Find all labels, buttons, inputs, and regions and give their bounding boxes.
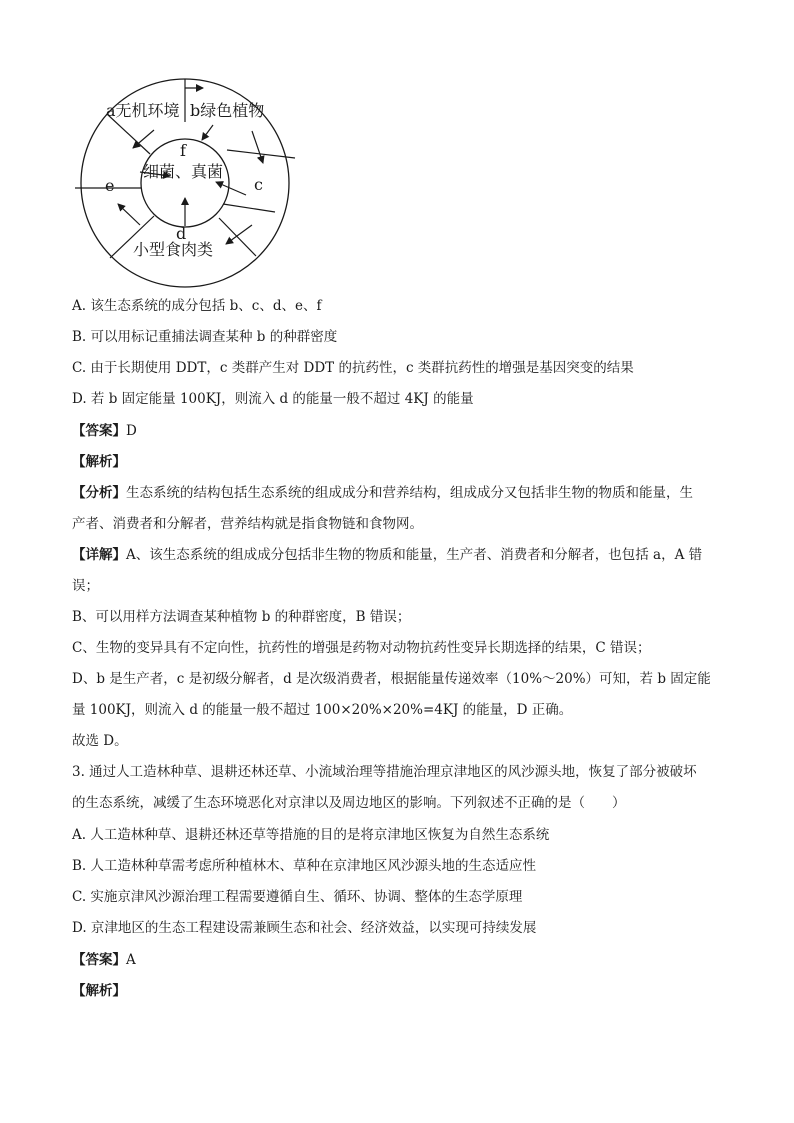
q2-fenxi-line2: 产者、消费者和分解者，营养结构就是指食物链和食物网。 (72, 516, 423, 532)
q3-stem-line1: 3. 通过人工造林种草、退耕还林还草、小流域治理等措施治理京津地区的风沙源头地，恢复了部分被破坏 (72, 764, 697, 780)
q2-xiangjie-c: C、生物的变异具有不定向性，抗药性的增强是药物对动物抗药性变异长期选择的结果，C 错误； (72, 640, 651, 656)
ecosystem-diagram-svg (70, 78, 300, 288)
q2-xiangjie-d-line2: 量 100KJ，则流入 d 的能量一般不超过 100×20%×20%=4KJ 的能量，D 正确。 (72, 702, 573, 718)
q3-option-b: B. 人工造林种草需考虑所种植林木、草种在京津地区风沙源头地的生态适应性 (72, 858, 537, 874)
q3-analysis-label: 【解析】 (72, 983, 126, 999)
xiangjie-label: 【详解】 (72, 547, 126, 563)
q2-analysis-label: 【解析】 (72, 454, 126, 470)
label-small-carnivore: 小型食肉类 (133, 240, 214, 259)
q2-option-a: A. 该生态系统的成分包括 b、c、d、e、f (72, 298, 322, 314)
label-decomposers: 细菌、真菌 (143, 162, 224, 181)
q3-option-c: C. 实施京津风沙源治理工程需要遵循自生、循环、协调、整体的生态学原理 (72, 889, 523, 905)
divider-right (223, 204, 275, 212)
q2-option-b: B. 可以用标记重捕法调查某种 b 的种群密度 (72, 329, 338, 345)
q2-xiangjie-d-line1: D、b 是生产者，c 是初级分解者，d 是次级消费者，根据能量传递效率（10%～20%）可知，若 b 固定能 (72, 671, 711, 687)
label-c: c (254, 175, 263, 194)
q2-xiangjie-b: B、可以用样方法调查某种植物 b 的种群密度，B 错误； (72, 609, 411, 625)
q2-answer (72, 421, 137, 441)
arrow-c-to-f (216, 182, 246, 195)
label-b: b绿色植物 (190, 101, 265, 120)
q2-fenxi-line1 (72, 483, 693, 503)
xiangjie-a-text: A、该生态系统的组成成分包括非生物的物质和能量，生产者、消费者和分解者，也包括 a，A 错 (126, 547, 703, 563)
label-d: d (176, 224, 187, 243)
divider-upper-left (107, 114, 150, 154)
label-e: e (105, 176, 115, 195)
q3-option-d: D. 京津地区的生态工程建设需兼顾生态和社会、经济效益，以实现可持续发展 (72, 920, 537, 936)
q3-answer (72, 950, 136, 970)
answer-value: D (126, 423, 137, 439)
fenxi-label: 【分析】 (72, 485, 126, 501)
q2-option-d: D. 若 b 固定能量 100KJ，则流入 d 的能量一般不超过 4KJ 的能量 (72, 391, 474, 407)
fenxi-text: 生态系统的结构包括生态系统的组成成分和营养结构，组成成分又包括非生物的物质和能量，生 (126, 485, 693, 501)
label-f: f (180, 141, 186, 160)
q2-option-c: C. 由于长期使用 DDT，c 类群产生对 DDT 的抗药性，c 类群抗药性的增强是基因突变的结果 (72, 360, 634, 376)
q2-conclusion: 故选 D。 (72, 733, 128, 749)
q2-xiangjie-a-line1 (72, 545, 702, 565)
arrow-f-to-a (133, 130, 154, 148)
q3-stem-line2: 的生态系统，减缓了生态环境恶化对京津以及周边地区的影响。下列叙述不正确的是（ ） (72, 795, 626, 811)
arrow-d-to-e (118, 204, 140, 225)
label-a: a无机环境 (106, 101, 180, 120)
answer-label: 【答案】 (72, 952, 126, 968)
ecosystem-diagram (70, 78, 300, 288)
q2-xiangjie-a-line2: 误； (72, 578, 99, 594)
answer-value: A (126, 952, 136, 968)
divider-lower-right (219, 218, 256, 256)
arrow-b-to-f (202, 125, 213, 140)
answer-label: 【答案】 (72, 423, 126, 439)
arrow-b-to-c (252, 131, 263, 163)
q3-option-a: A. 人工造林种草、退耕还林还草等措施的目的是将京津地区恢复为自然生态系统 (72, 827, 550, 843)
arrow-c-to-d (226, 225, 252, 244)
